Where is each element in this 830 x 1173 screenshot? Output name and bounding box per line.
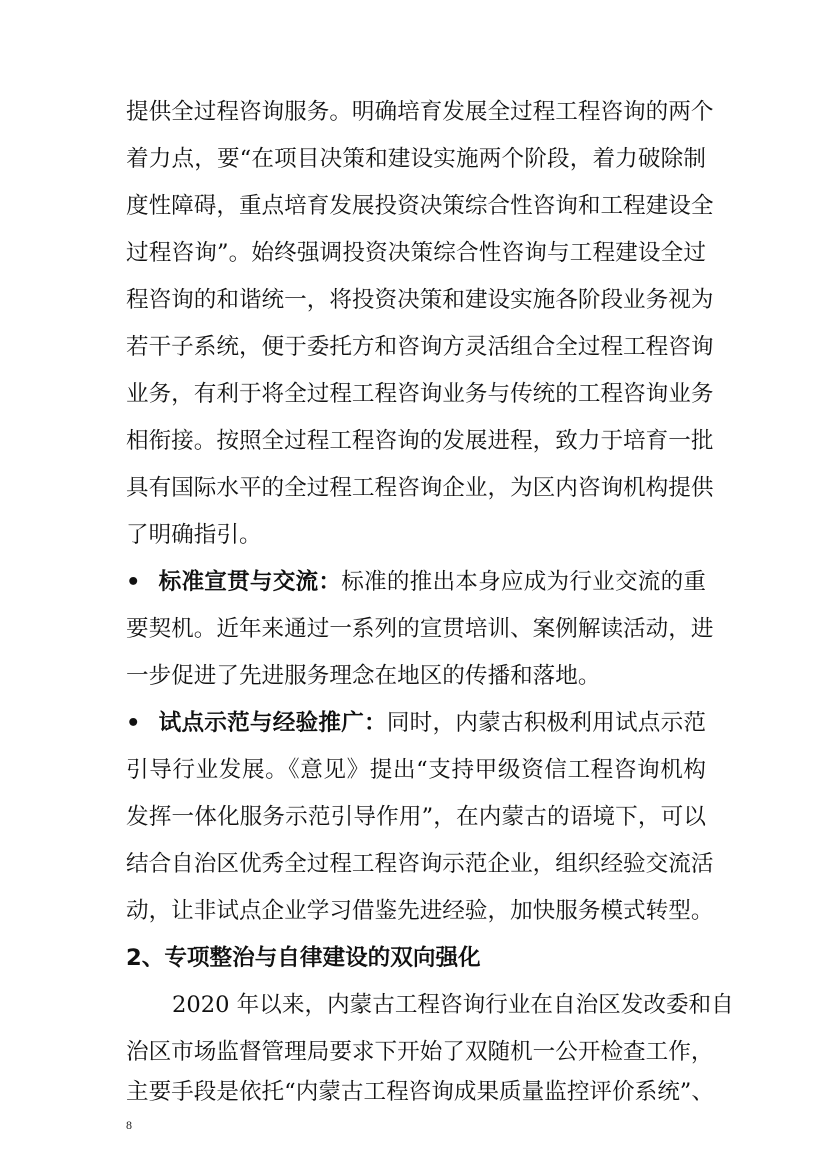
text-line: 了明确指引。: [126, 522, 262, 548]
text-line: 过程咨询”。始终强调投资决策综合性咨询与工程建设全过: [126, 240, 706, 266]
text-line: 引导行业发展。《意见》提出“支持甲级资信工程咨询机构: [126, 757, 706, 783]
bullet-text: 标准的推出本身应成为行业交流的重: [341, 569, 707, 595]
section-heading: 2、专项整治与自律建设的双向强化: [126, 945, 481, 971]
text-line: 若干子系统，便于委托方和咨询方灵活组合全过程工程咨询: [126, 334, 714, 360]
text-line: 治区市场监督管理局要求下开始了双随机一公开检查工作，: [126, 1039, 714, 1065]
text-line: 相衔接。按照全过程工程咨询的发展进程，致力于培育一批: [126, 428, 714, 454]
text-line: 着力点，要“在项目决策和建设实施两个阶段，着力破除制: [126, 146, 706, 172]
text-line: 度性障碍，重点培育发展投资决策综合性咨询和工程建设全: [126, 193, 714, 219]
text-line: 2020 年以来，内蒙古工程咨询行业在自治区发改委和自: [172, 992, 734, 1018]
bullet-marker: •: [126, 569, 141, 595]
text-line: 发挥一体化服务示范引导作用”，在内蒙古的语境下，可以: [126, 804, 706, 830]
bullet-heading: 试点示范与经验推广：: [158, 710, 387, 736]
bullet-text: 同时，内蒙古积极利用试点示范: [386, 710, 707, 736]
bullet-item-first-line: [126, 703, 706, 743]
text-line: 结合自治区优秀全过程工程咨询示范企业，组织经验交流活: [126, 851, 714, 877]
text-line: 要契机。近年来通过一系列的宣贯培训、案例解读活动，进: [126, 616, 714, 642]
text-line: 一步促进了先进服务理念在地区的传播和落地。: [126, 663, 601, 689]
text-line: 提供全过程咨询服务。明确培育发展全过程工程咨询的两个: [126, 99, 714, 125]
text-line: 具有国际水平的全过程工程咨询企业，为区内咨询机构提供: [126, 475, 714, 501]
bullet-heading: 标准宣贯与交流：: [158, 569, 342, 595]
text-line: 业务，有利于将全过程工程咨询业务与传统的工程咨询业务: [126, 381, 714, 407]
text-line: 动，让非试点企业学习借鉴先进经验，加快服务模式转型。: [126, 898, 714, 924]
text-line: 主要手段是依托“内蒙古工程咨询成果质量监控评价系统”、: [126, 1079, 714, 1105]
page-number: 8: [126, 1118, 132, 1132]
text-line: 程咨询的和谐统一，将投资决策和建设实施各阶段业务视为: [126, 287, 714, 313]
bullet-marker: •: [126, 710, 141, 736]
bullet-item-first-line: [126, 562, 706, 602]
